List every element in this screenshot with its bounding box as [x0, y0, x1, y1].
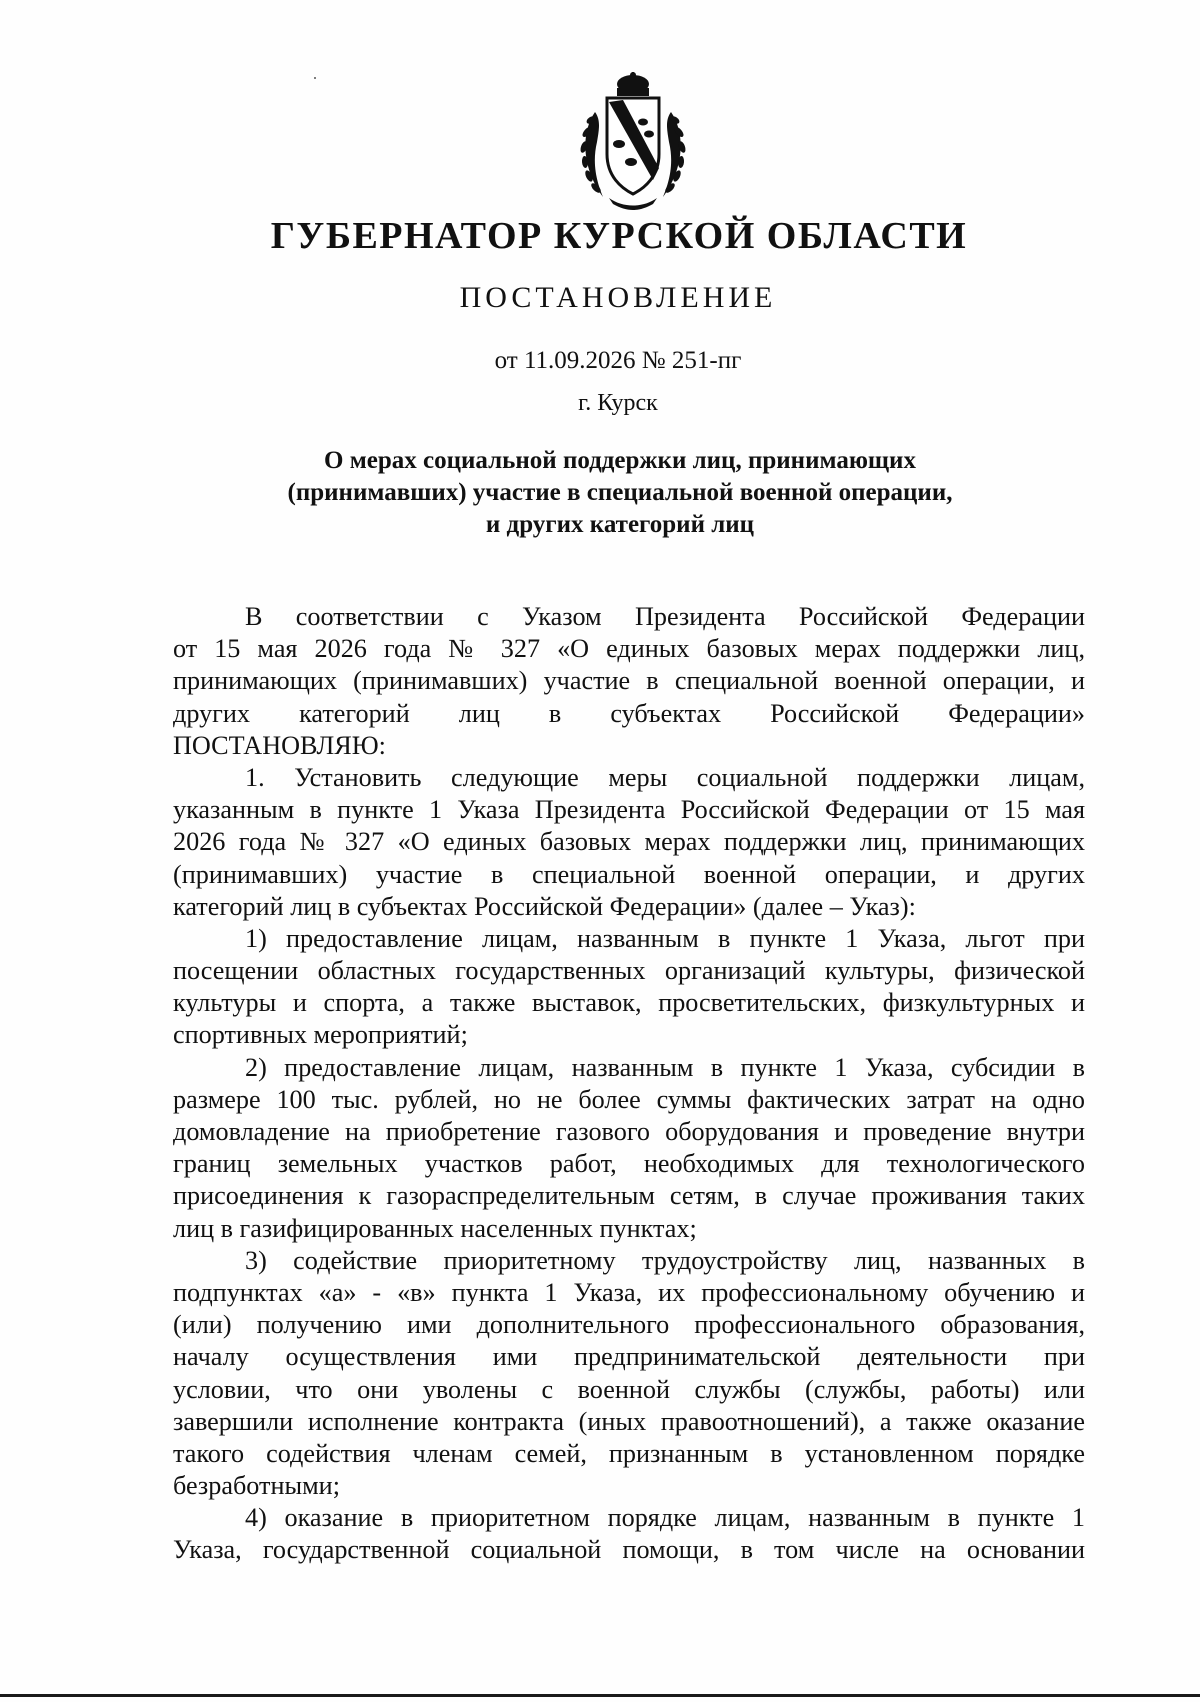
body-line: культуры и спорта, а также выставок, просветительских, физкультурных и [173, 988, 1085, 1018]
body-line: посещении областных государственных организаций культуры, физической [173, 956, 1085, 986]
body-line: домовладение на приобретение газового оборудования и проведение внутри [173, 1117, 1085, 1146]
subject-line: О мерах социальной поддержки лиц, принимающих [324, 447, 916, 474]
document-date-number: от 11.09.2026 № 251-пг [494, 347, 742, 374]
subject-line: и других категорий лиц [485, 511, 755, 538]
body-line: В соответствии с Указом Президента Российской Федерации [245, 602, 1085, 631]
body-line: категорий лиц в субъектах Российской Федерации» (далее – Указ): [173, 891, 916, 921]
body-line: присоединения к газораспределительным сетям, в случае проживания таких [173, 1181, 1085, 1211]
body-line: спортивных мероприятий; [173, 1020, 468, 1050]
body-line: условии, что они уволены с военной службы (службы, работы) или [173, 1374, 1085, 1404]
body-line: границ земельных участков работ, необходимых для технологического [173, 1149, 1085, 1179]
kursk-coat-of-arms-icon [573, 72, 693, 212]
subject-line: (принимавших) участие в специальной военной операции, [287, 479, 953, 506]
body-line: (или) получению ими дополнительного профессионального образования, [173, 1310, 1085, 1340]
body-line: безработными; [173, 1471, 340, 1501]
body-line: 2026 года № 327 «О единых базовых мерах поддержки лиц, принимающих [173, 827, 1085, 857]
body-line: (принимавших) участие в специальной военной операции, и других [173, 859, 1085, 889]
body-line: подпунктах «а» - «в» пункта 1 Указа, их профессиональному обучению и [173, 1277, 1085, 1307]
document-type: ПОСТАНОВЛЕНИЕ [459, 281, 777, 314]
body-line: Указа, государственной социальной помощи, в том числе на основании [173, 1535, 1085, 1565]
body-line: 1. Установить следующие меры социальной поддержки лицам, [245, 762, 1085, 792]
issuing-authority: ГУБЕРНАТОР КУРСКОЙ ОБЛАСТИ [270, 215, 968, 257]
body-line: началу осуществления ими предпринимательской деятельности при [173, 1342, 1085, 1372]
body-line: лиц в газифицированных населенных пунктах; [173, 1213, 697, 1243]
body-line: такого содействия членам семей, признанным в установленном порядке [173, 1438, 1085, 1468]
body-line: размере 100 тыс. рублей, но не более суммы фактических затрат на одно [173, 1084, 1085, 1114]
body-line: указанным в пункте 1 Указа Президента Российской Федерации от 15 мая [173, 795, 1085, 825]
document-body [173, 601, 1085, 1567]
body-line: ПОСТАНОВЛЯЮ: [173, 730, 386, 760]
document-subject [240, 445, 1000, 541]
body-line: принимающих (принимавших) участие в специальной военной операции, и [173, 666, 1085, 696]
body-line: завершили исполнение контракта (иных правоотношений), а также оказание [173, 1406, 1085, 1436]
body-line: от 15 мая 2026 года № 327 «О единых базовых мерах поддержки лиц, [173, 634, 1085, 664]
body-line: других категорий лиц в субъектах Российской Федерации» [173, 698, 1085, 728]
body-line: 1) предоставление лицам, названным в пункте 1 Указа, льгот при [245, 923, 1085, 953]
body-line: 2) предоставление лицам, названным в пункте 1 Указа, субсидии в [245, 1052, 1085, 1082]
scan-speck [314, 77, 316, 79]
body-line: 4) оказание в приоритетном порядке лицам, названным в пункте 1 [245, 1503, 1085, 1533]
document-city: г. Курск [578, 390, 658, 416]
scan-edge-line [0, 1694, 1200, 1697]
body-line: 3) содействие приоритетному трудоустройству лиц, названных в [245, 1245, 1085, 1275]
